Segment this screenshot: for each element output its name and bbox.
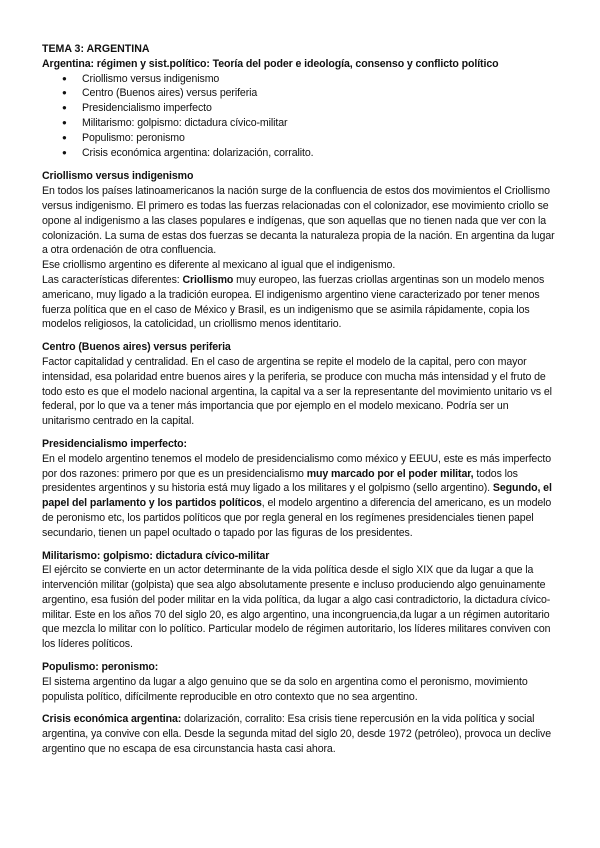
document-title: TEMA 3: ARGENTINA (42, 43, 150, 55)
section-heading: Centro (Buenos aires) versus periferia (42, 341, 231, 354)
document-page (42, 42, 558, 757)
list-item: ● Criollismo versus indigenismo (42, 72, 558, 87)
section-heading: Presidencialismo imperfecto: (42, 437, 187, 450)
text-run: , el modelo argentino a diferencia del americano, es un modelo de peronismo etc, los partidos políticos que por regla general en los regímenes presidenciales tienen papel secundario, tienen un papel ocultado o tapado por las figuras de los presidentes. (42, 497, 552, 539)
list-item: ● Militarismo: golpismo: dictadura cívico-militar (42, 116, 558, 131)
topic-list (42, 72, 558, 161)
bold-text: Criollismo (182, 273, 234, 286)
paragraph (42, 712, 558, 756)
text-run: muy europeo, las fuerzas criollas argentinas son un modelo menos americano, muy ligado a la tradición europea. El indigenismo argentino viene caracterizado por tener menos fuerza política que en el caso de México y Brasil, es un indigenismo que se asimila rápidamente, copia los modelos religiosos, la catolicidad, un criollismo menos identitario. (42, 273, 545, 331)
section-centro (42, 340, 558, 429)
document-subtitle: Argentina: régimen y sist.político: Teoría del poder e ideología, consenso y conflicto político (42, 57, 499, 70)
bold-text: Segundo, el papel del parlamento y los partidos políticos (42, 482, 552, 510)
section-populismo (42, 660, 558, 704)
section-heading: Criollismo versus indigenismo (42, 170, 194, 183)
paragraph (42, 273, 558, 332)
section-heading: Militarismo: golpismo: dictadura cívico-militar (42, 549, 270, 562)
bold-text: muy marcado por el poder militar, (306, 467, 474, 480)
section-heading: Crisis económica argentina: (42, 713, 182, 726)
paragraph (42, 452, 558, 541)
section-militarismo (42, 549, 558, 653)
list-item: ● Presidencialismo imperfecto (42, 101, 558, 116)
list-item: ● Centro (Buenos aires) versus periferia (42, 86, 558, 101)
text-run: Las características diferentes: (42, 273, 183, 286)
section-presidencialismo (42, 437, 558, 541)
text-run: En el modelo argentino tenemos el modelo de presidencialismo como méxico y EEUU, este es más imperfecto por dos razones: primero por que es un presidencialismo (42, 452, 552, 480)
section-heading: Populismo: peronismo: (42, 661, 159, 674)
paragraph: Ese criollismo argentino es diferente al mexicano al igual que el indigenismo. (42, 259, 396, 272)
list-item: ● Crisis económica argentina: dolarización, corralito. (42, 146, 558, 161)
paragraph: El sistema argentino da lugar a algo genuino que se da solo en argentina como el peronismo, movimiento populista político, difícilmente reproducible en otro contexto que no sea argentino. (42, 675, 528, 703)
paragraph: En todos los países latinoamericanos la nación surge de la confluencia de estos dos movimientos el Criollismo versus indigenismo. El primero es todas las fuerzas relacionadas con el colonizador, ese movimiento criollo se opone al indigenismo a las clases populares e indígenas, que son aquellas que no tienen nada que ver con la colonización. La suma de estas dos fuerzas se decanta la naturaleza propia de la nación. En argentina da lugar a otra ordenación de otra confluencia. (42, 185, 555, 257)
paragraph: El ejército se convierte en un actor determinante de la vida política desde el siglo XIX que da lugar a que la intervención militar (golpista) que sea algo absolutamente presente e incluso produciendo algo genuinamente argentino, esa fusión del poder militar en la vida política, da lugar a algo casi contradictorio, la dictadura cívico-militar. Este en los años 70 del siglo 20, es algo argentino, una incongruencia,da lugar a un régimen autoritario que mezcla lo militar con lo político. Particular modelo de régimen autoritario, los líderes militares conviven con los líderes políticos. (42, 564, 551, 651)
list-item: ● Populismo: peronismo (42, 131, 558, 146)
section-crisis (42, 712, 558, 756)
text-run: todos los presidentes argentinos y su historia está muy ligado a los militares y el golpismo (sello argentino). (42, 467, 518, 495)
text-run: dolarización, corralito: Esa crisis tiene repercusión en la vida política y social argentina, ya convive con ella. Desde la segunda mitad del siglo 20, desde 1972 (petróleo), provoca un declive argentino que no escapa de esa circunstancia hasta casi ahora. (42, 713, 552, 756)
paragraph: Factor capitalidad y centralidad. En el caso de argentina se repite el modelo de la capital, pero con mayor intensidad, esa polaridad entre buenos aires y la periferia, se produce con mucha más intensidad y el fruto de todo esto es que el modelo nacional argentina, la capital va a ser la representante del movimiento unitario vs el federal, por lo que va a tener más importancia que por ejemplo en el modelo mexicano. Podría ser un unitarismo centrado en la capital. (42, 355, 552, 428)
section-criollismo (42, 169, 558, 332)
